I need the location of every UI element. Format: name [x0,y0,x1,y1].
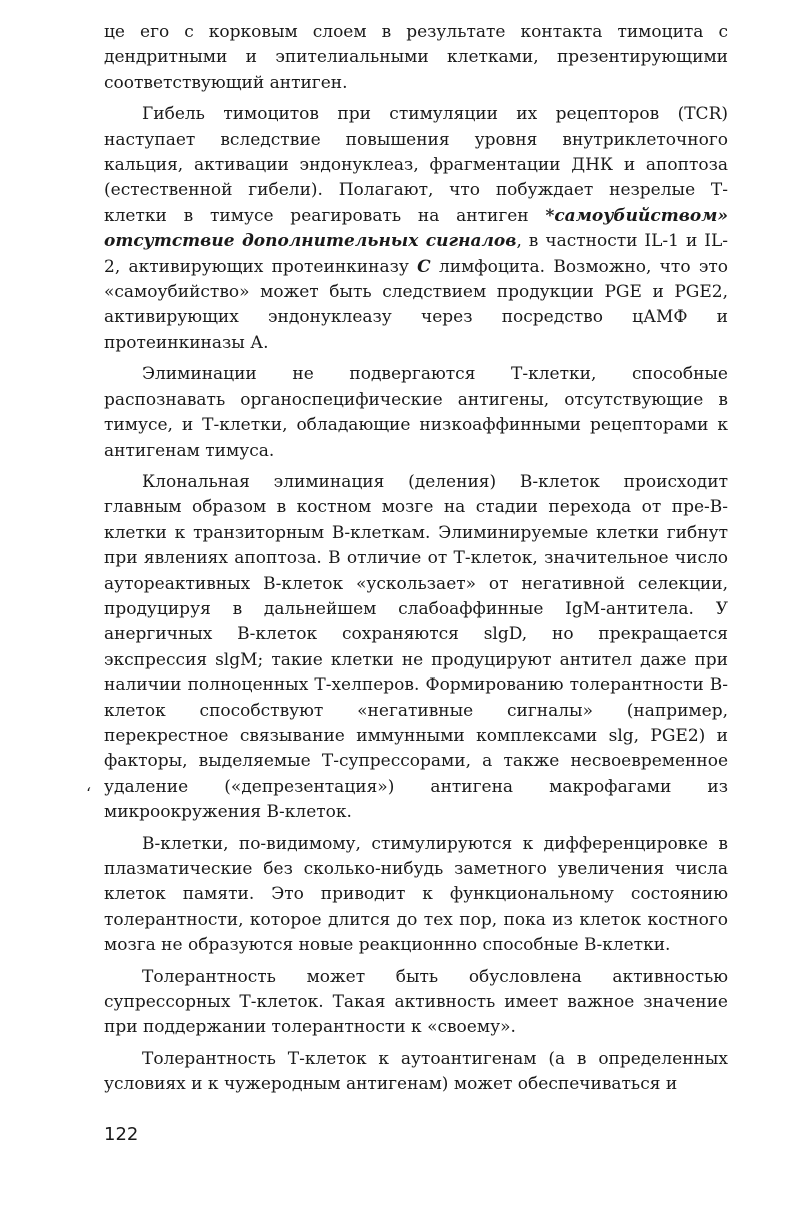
emphasis-self-destruction: *самоубийством» отсутствие дополнительных сигналов [104,205,728,252]
paragraph-2-text-b: , в частности IL-1 и IL-2, активирующих протеинкиназу [104,231,728,277]
paragraph-1 [104,20,728,96]
page-number: 122 [104,1124,139,1145]
paragraph-4-text: Клональная элиминация (деления) В-клеток происходит главным образом в костном мозге на стадии перехода от пре-В-клетки к транзиторным В-клеткам. Элиминируемые клетки гибнут при явлениях апоптоза. В отличие от Т-клеток, значительное число аутореактивных В-клеток «ускользает» от негативной селекции, продуцируя в дальнейшем слабоаффинные IgM-антитела. У анергичных В-клеток сохраняются slgD, но прекращается экспрессия slgM; такие клетки не продуцируют антител даже при наличии полноценных Т-хелперов. Формированию толерантности В-клеток способствуют «негативные сигналы» (например, перекрестное связывание иммунными комплексами slg, PGE2) и факторы, выделяемые Т-супрессорами, а также несвоевременное удаление («депрезентация») антигена макрофагами из микроокружения В-клеток. [104,471,728,823]
stray-margin-mark: ‘ [86,784,92,803]
paragraph-3 [104,362,728,464]
paragraph-5-text: В-клетки, по-видимому, стимулируются к дифференцировке в плазматические без сколько-нибудь заметного увеличения числа клеток памяти. Это приводит к функциональному состоянию толерантности, которое длится до тех пор, пока из клеток костного мозга не образуются новые реакционнно способные В-клетки. [104,833,728,956]
paragraph-4 [104,470,728,826]
paragraph-6-text: Толерантность может быть обусловлена активностью супрессорных Т-клеток. Такая активность имеет важное значение при поддержании толерантности к «своему». [104,966,728,1038]
paragraph-2 [104,102,728,356]
body-text [104,20,728,1104]
paragraph-1-text: це его с корковым слоем в результате контакта тимоцита с дендритными и эпителиальными клетками, презентирующими соответствующий антиген. [104,22,728,93]
paragraph-7-text: Толерантность Т-клеток к аутоантигенам (а в определенных условиях и к чужеродным антигенам) может обеспечиваться и [104,1048,728,1095]
paragraph-2-text-c: лимфоцита. Возможно, что это «самоубийство» может быть следствием продукции PGE и PGE2, активирующих эндонуклеазу через посредство цАМФ и протеинкиназы А. [104,256,728,353]
paragraph-7 [104,1047,728,1098]
paragraph-5 [104,832,728,959]
paragraph-3-text: Элиминации не подвергаются Т-клетки, способные распознавать органоспецифические антигены, отсутствующие в тимусе, и Т-клетки, обладающие низкоаффинными рецепторами к антигенам тимуса. [104,364,728,461]
emphasis-kinase-c: С [417,256,431,277]
paragraph-2-text-a: Гибель тимоцитов при стимуляции их рецепторов (TCR) наступает вследствие повышения уровня внутриклеточного кальция, активации эндонуклеаз, фрагментации ДНК и апоптоза (естественной гибели). Полагают, что побуждает незрелые Т-клетки в тимусе реагировать на антиген [104,104,728,226]
paragraph-6 [104,965,728,1041]
